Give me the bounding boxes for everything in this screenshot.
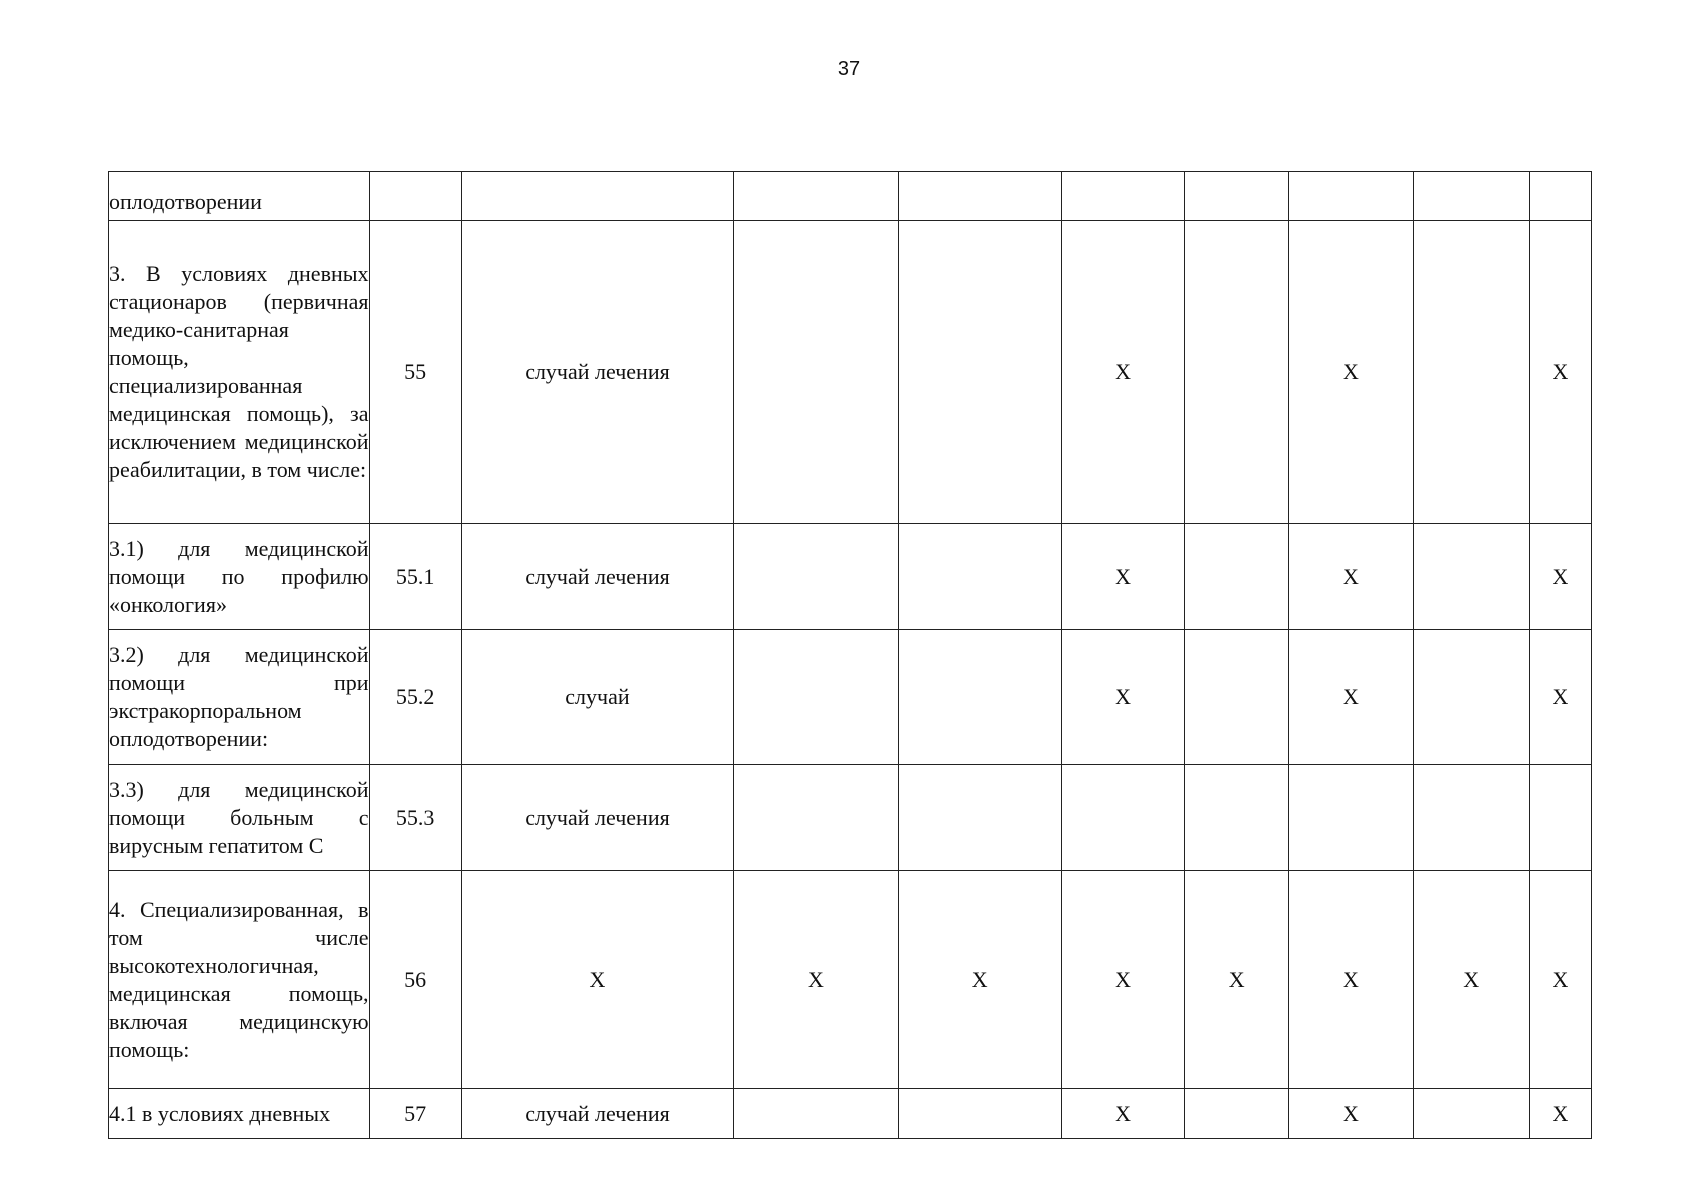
table-row [109, 1089, 1592, 1139]
row-cell: X [1413, 871, 1529, 1089]
row-cell [734, 524, 898, 630]
row-label: 3.3) для медицинской помощи больным с вирусным гепатитом С [109, 765, 370, 871]
row-cell [1185, 765, 1289, 871]
row-cell [734, 221, 898, 524]
row-cell: X [1289, 871, 1413, 1089]
row-cell: X [1289, 630, 1413, 765]
row-cell [898, 1089, 1061, 1139]
row-cell [1529, 765, 1591, 871]
row-cell [898, 172, 1061, 221]
row-cell [1413, 221, 1529, 524]
row-cell [1529, 172, 1591, 221]
row-label: 3.1) для медицинской помощи по профилю «онкология» [109, 524, 370, 630]
row-cell [1185, 630, 1289, 765]
row-unit: случай лечения [461, 765, 734, 871]
row-cell [1289, 765, 1413, 871]
row-cell [734, 630, 898, 765]
row-cell [1413, 630, 1529, 765]
indicator-table [108, 171, 1592, 1139]
row-unit: случай [461, 630, 734, 765]
table-row [109, 221, 1592, 524]
row-cell: X [1289, 1089, 1413, 1139]
row-cell: X [1289, 524, 1413, 630]
row-unit: X [461, 871, 734, 1089]
row-cell [1413, 172, 1529, 221]
row-cell: X [1289, 221, 1413, 524]
row-code: 56 [369, 871, 461, 1089]
row-cell: X [734, 871, 898, 1089]
row-cell: X [1529, 630, 1591, 765]
row-cell: X [1529, 524, 1591, 630]
row-cell: X [1061, 871, 1184, 1089]
row-cell [898, 765, 1061, 871]
row-cell [1061, 172, 1184, 221]
row-code [369, 172, 461, 221]
row-cell [1289, 172, 1413, 221]
row-cell [1185, 172, 1289, 221]
row-cell [1413, 765, 1529, 871]
table-row [109, 765, 1592, 871]
row-cell: X [1529, 1089, 1591, 1139]
row-unit: случай лечения [461, 221, 734, 524]
row-cell [734, 1089, 898, 1139]
row-cell: X [1185, 871, 1289, 1089]
table-row [109, 630, 1592, 765]
row-cell: X [1061, 221, 1184, 524]
row-code: 55.1 [369, 524, 461, 630]
row-cell [1061, 765, 1184, 871]
row-cell: X [1529, 871, 1591, 1089]
row-cell [898, 524, 1061, 630]
row-label: 3. В условиях дневных стационаров (первичная медико-санитарная помощь, специализированная медицинская помощь), за исключением медицинской реабилитации, в том числе: [109, 221, 370, 524]
table-row [109, 524, 1592, 630]
row-code: 55.3 [369, 765, 461, 871]
table-row [109, 871, 1592, 1089]
row-cell [898, 630, 1061, 765]
row-cell [734, 765, 898, 871]
table-row [109, 172, 1592, 221]
row-code: 57 [369, 1089, 461, 1139]
row-cell [1413, 524, 1529, 630]
row-cell [1413, 1089, 1529, 1139]
row-cell: X [1061, 630, 1184, 765]
row-cell: X [1061, 1089, 1184, 1139]
row-cell [1185, 221, 1289, 524]
row-cell [1185, 524, 1289, 630]
row-code: 55 [369, 221, 461, 524]
row-cell: X [1061, 524, 1184, 630]
row-code: 55.2 [369, 630, 461, 765]
row-unit: случай лечения [461, 1089, 734, 1139]
row-cell: X [898, 871, 1061, 1089]
row-cell: X [1529, 221, 1591, 524]
row-label: 3.2) для медицинской помощи при экстракорпоральном оплодотворении: [109, 630, 370, 765]
row-cell [1185, 1089, 1289, 1139]
row-unit [461, 172, 734, 221]
table-body [109, 172, 1592, 1139]
row-label: оплодотворении [109, 172, 370, 221]
row-label: 4.1 в условиях дневных [109, 1089, 370, 1139]
row-cell [898, 221, 1061, 524]
row-unit: случай лечения [461, 524, 734, 630]
row-cell [734, 172, 898, 221]
page-number: 37 [837, 58, 861, 80]
row-label: 4. Специализированная, в том числе высокотехнологичная, медицинская помощь, включая медицинскую помощь: [109, 871, 370, 1089]
